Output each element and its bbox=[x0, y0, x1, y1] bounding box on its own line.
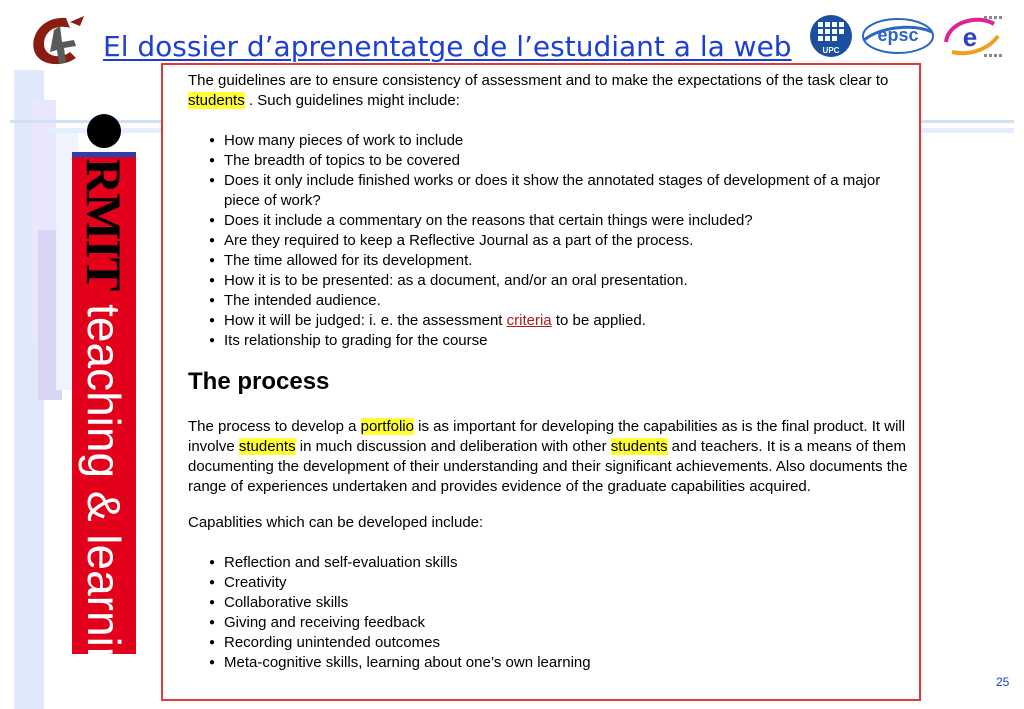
list-item: ● Reflection and self-evaluation skills bbox=[188, 553, 920, 573]
e-logo-icon bbox=[938, 12, 1006, 60]
list-item: ● Giving and receiving feedback bbox=[188, 613, 920, 633]
guidelines-list bbox=[188, 131, 920, 351]
list-item: ● Meta-cognitive skills, learning about one’s own learning bbox=[188, 653, 920, 673]
page-number: 25 bbox=[996, 675, 1010, 689]
rmit-subtitle: teaching & learning bbox=[78, 303, 130, 698]
epsc-logo-text: epsc bbox=[877, 25, 919, 45]
list-item: ● How it is to be presented: as a document, and/or an oral presentation. bbox=[188, 271, 920, 291]
content-box bbox=[161, 63, 921, 701]
list-item: ● Recording unintended outcomes bbox=[188, 633, 920, 653]
capabilities-intro: Capablities which can be developed include: bbox=[188, 514, 484, 531]
process-text: in much discussion and deliberation with other bbox=[299, 438, 607, 455]
rmit-banner bbox=[72, 152, 136, 698]
list-item: ● Are they required to keep a Reflective Journal as a part of the process. bbox=[188, 231, 920, 251]
process-text: is as important for developing the capabilities as is the final product. It will involve bbox=[188, 418, 906, 455]
rmit-brand: RMIT bbox=[76, 157, 132, 290]
process-paragraph bbox=[188, 417, 920, 497]
highlight-students: students bbox=[238, 438, 296, 455]
list-item: ● The intended audience. bbox=[188, 291, 920, 311]
criteria-link[interactable]: criteria bbox=[506, 312, 552, 329]
highlight-portfolio: portfolio bbox=[360, 418, 414, 435]
e-logo-text: e bbox=[962, 22, 978, 52]
school-logo-icon bbox=[26, 12, 90, 70]
intro-text: The guidelines are to ensure consistency of assessment and to make the expectations of the task clear to bbox=[188, 72, 889, 89]
rmit-logo-icon bbox=[87, 114, 121, 148]
list-item: ● Collaborative skills bbox=[188, 593, 920, 613]
intro-text-end: . Such guidelines might include: bbox=[248, 92, 460, 109]
list-item: ● Its relationship to grading for the course bbox=[188, 331, 920, 351]
slide-title: El dossier d’aprenentatge de l’estudiant a la web bbox=[103, 30, 792, 63]
list-item: ● Creativity bbox=[188, 573, 920, 593]
highlight-students: students bbox=[610, 438, 668, 455]
intro-paragraph bbox=[188, 71, 920, 111]
list-item: ● The breadth of topics to be covered bbox=[188, 151, 920, 171]
list-item bbox=[188, 311, 920, 331]
list-item: ● How many pieces of work to include bbox=[188, 131, 920, 151]
upc-logo-icon bbox=[808, 14, 854, 58]
process-text: The process to develop a bbox=[188, 418, 357, 435]
epsc-logo-icon bbox=[862, 16, 934, 56]
process-text: and teachers. It is a means of them documenting the development of their understanding and their significant achievements. Also documents the range of experiences undertaken and provides evidence of the graduate capabilities acquired. bbox=[188, 438, 908, 495]
list-item: ● Does it include a commentary on the reasons that certain things were included? bbox=[188, 211, 920, 231]
process-heading: The process bbox=[188, 368, 330, 395]
judged-text: How it will be judged: i. e. the assessment bbox=[224, 312, 503, 329]
highlight-students: students bbox=[188, 92, 245, 109]
capabilities-list bbox=[188, 553, 920, 673]
upc-logo-text: UPC bbox=[822, 46, 840, 55]
list-item: ● The time allowed for its development. bbox=[188, 251, 920, 271]
judged-text-end: to be applied. bbox=[555, 312, 646, 329]
list-item: ● Does it only include finished works or does it show the annotated stages of development of a major piece of work? bbox=[188, 171, 920, 211]
